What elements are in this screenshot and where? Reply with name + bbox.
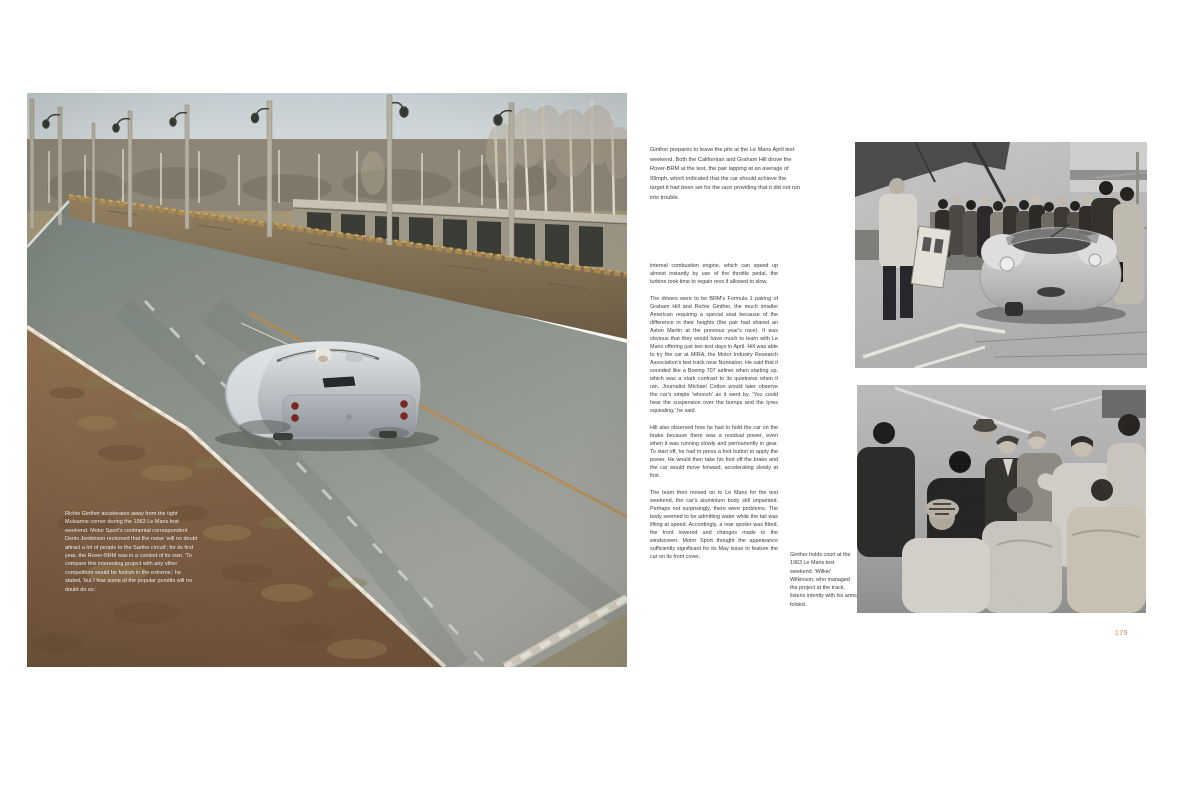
top-right-photo [855, 142, 1147, 368]
body-paragraph: Hill also observed how he had to hold the car on the brake because there was a residual power, even when it was running slowly and permanently in gear. To start off, he had to press a foot button to apply the power. He would then take his foot off the brake and the car would move forward, accelerating slowly at first. [650, 425, 778, 479]
body-paragraph: The drivers were to be BRM's Formula 1 pairing of Graham Hill and Richie Ginther, the much smaller American requiring a special seat because of the difference in their heights (the pair had shared an Aston Martin at the previous year's race). It was obvious that they would have much to learn with Le Mans offering just two test days in April. Hill was able to try the car at MIRA, the Motor Industry Research Association's test track near Nuneaton. He said that it sounded like a Boeing 707 airliner when starting up, which was a stark contrast to its quietness when it ran. Journalist Michael Cotton would later observe the car's simple 'whoosh' as it went by. 'You could hear the suspension over the bumps and the tyres squealing,' he said. [650, 296, 778, 414]
top-photo-caption: Ginther prepares to leave the pits at the Le Mans April test weekend. Both the Californian and Graham Hill drove the Rover-BRM at the test, the pair lapping at an average of 99mph, which indicated that the car should achieve the target it had been set for the race providing that it did not run into trouble. [650, 147, 800, 201]
bottom-right-photo-illustration [857, 385, 1146, 613]
body-text-column [650, 262, 778, 570]
bottom-right-photo [857, 385, 1146, 613]
page-number: 179 [1114, 630, 1128, 637]
top-right-photo-illustration [855, 142, 1147, 368]
body-paragraph: internal combustion engine, which can speed up almost instantly by use of the throttle pedal, the turbine took time to regain revs if allowed to slow. [650, 263, 778, 285]
body-paragraph: The team then moved on to Le Mans for the test weekend, the car's aluminium body still unpainted. Perhaps not surprisingly, there were problems. The body seemed to be admitting water while the tail was lifting at speed. Accordingly, a rear spoiler was fitted, the front lowered and changes made to the windscreen. Motor Sport thought the appearance sufficiently significant for its May issue to feature the car on its front cover. [650, 490, 778, 560]
left-photo-caption: Richie Ginther accelerates away from the tight Mulsanne corner during the 1963 Le Mans test weekend. Motor Sport's continental correspondent Denis Jenkinson reckoned that the noise 'will no doubt attract a lot of people to the Sarthe circuit'; for its first year, the Rover-BRM was in a contest of its own. 'To compare this interesting project with any other competitors would be foolish in the extreme,' he stated, 'but I fear some of the popular pundits will no doubt do so.' [65, 511, 198, 593]
bottom-photo-caption: Ginther holds court at the 1963 Le Mans test weekend. 'Wilkie' Wilkinson, who managed the project at the track, listens intently with his arms folded. [790, 552, 857, 608]
left-photo [27, 93, 627, 667]
